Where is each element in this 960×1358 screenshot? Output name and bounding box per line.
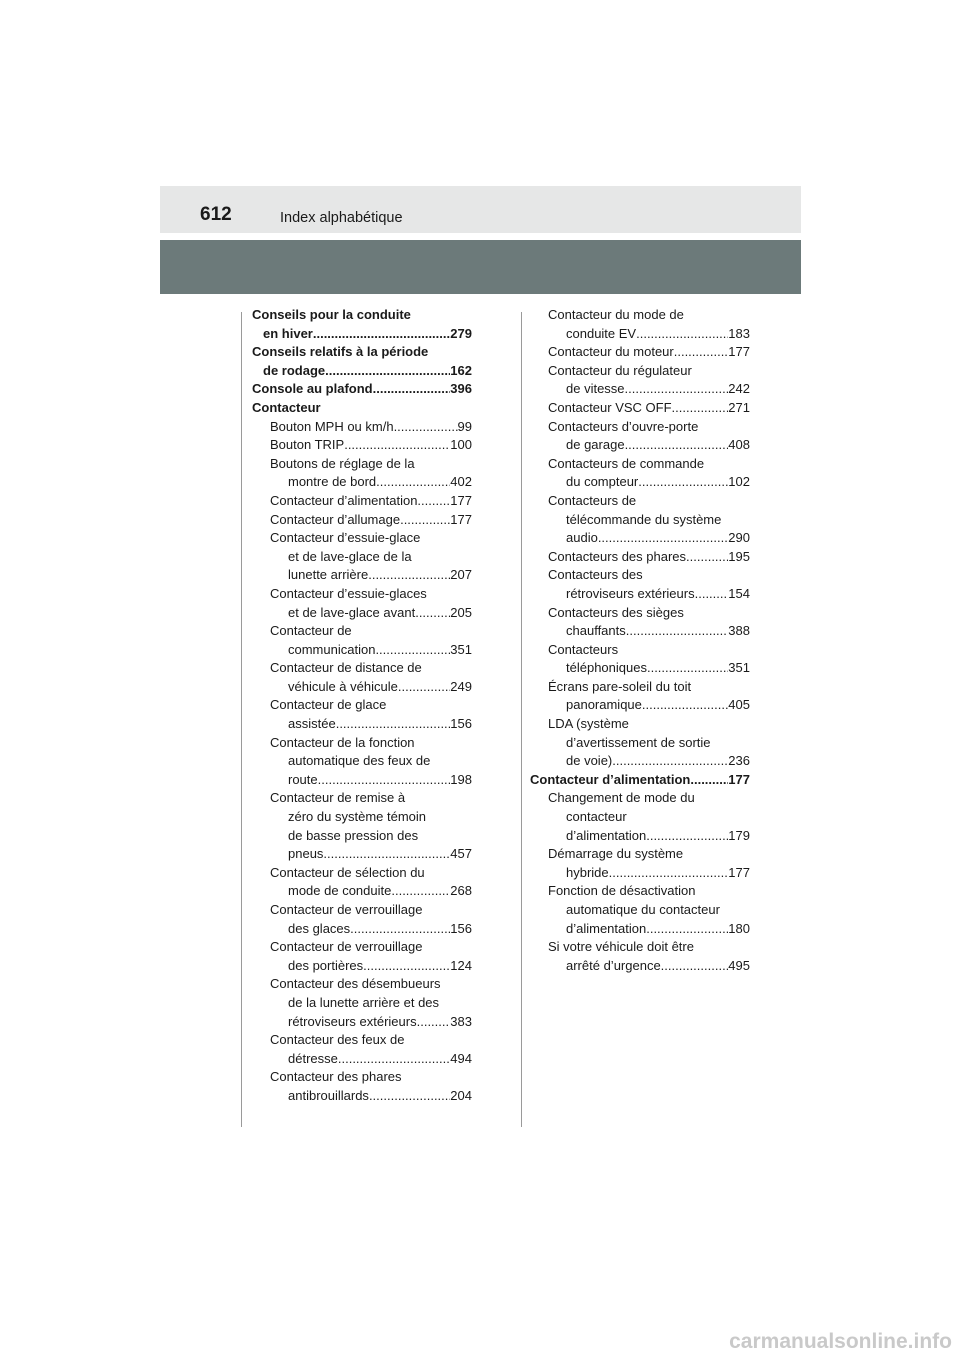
index-entry-label: de garage (566, 437, 625, 453)
index-entry-label: détresse (288, 1050, 338, 1066)
index-entry (252, 827, 472, 846)
index-entry (530, 566, 750, 585)
index-entry (530, 752, 750, 771)
index-entry (252, 473, 472, 492)
index-entry (530, 920, 750, 939)
index-entry-label: rétroviseurs extérieurs (288, 1013, 417, 1029)
dot-leader (642, 696, 728, 715)
index-entry (252, 418, 472, 437)
dot-leader (690, 771, 728, 790)
index-entry-page: 156 (450, 716, 472, 732)
index-entry-page: 242 (728, 381, 750, 397)
index-entry-label: Bouton TRIP (270, 437, 345, 453)
index-entry-label: et de lave-glace avant (288, 604, 416, 620)
index-entry (530, 734, 750, 753)
index-entry-label: audio (566, 530, 598, 546)
index-entry (252, 436, 472, 455)
index-entry-label: Contacteur d’allumage (270, 511, 401, 527)
index-entry-page: 162 (450, 362, 472, 378)
index-entry (530, 343, 750, 362)
index-entry (252, 845, 472, 864)
watermark: carmanualsonline.info (729, 1330, 952, 1353)
dot-leader (368, 566, 450, 585)
dot-leader (626, 622, 729, 641)
index-entry-label: montre de bord (288, 474, 377, 490)
index-entry (252, 882, 472, 901)
index-entry-label: d’alimentation (566, 827, 647, 843)
index-entry-label: Contacteurs de (548, 492, 637, 508)
index-entry (530, 306, 750, 325)
index-entry (252, 548, 472, 567)
index-entry-label: Contacteurs de commande (548, 455, 705, 471)
index-entry-label: route (288, 771, 318, 787)
index-entry (252, 808, 472, 827)
index-entry-label: Changement de mode du (548, 790, 695, 806)
index-entry-page: 102 (728, 474, 750, 490)
index-entry (530, 789, 750, 808)
index-entry-page: 205 (450, 604, 472, 620)
dot-leader (375, 641, 450, 660)
index-entry-label: hybride (566, 864, 609, 880)
index-entry-label: véhicule à véhicule (288, 678, 398, 694)
dot-leader (661, 957, 729, 976)
index-entry-label: antibrouillards (288, 1087, 369, 1103)
dot-leader (391, 882, 450, 901)
index-entry (252, 1050, 472, 1069)
index-entry-label: LDA (système (548, 716, 629, 732)
index-entry-page: 388 (728, 623, 750, 639)
index-entry-page: 195 (728, 548, 750, 564)
index-entry-label: Contacteur d’essuie-glace (270, 530, 421, 546)
index-entry-page: 279 (450, 325, 472, 341)
index-entry (530, 771, 750, 790)
dot-leader (612, 752, 728, 771)
index-entry (530, 864, 750, 883)
index-entry (530, 696, 750, 715)
index-entry (530, 399, 750, 418)
dot-leader (646, 920, 728, 939)
index-entry-label: rétroviseurs extérieurs (566, 585, 695, 601)
index-entry-label: lunette arrière (288, 567, 369, 583)
index-entry-label: de voie) (566, 753, 613, 769)
index-entry-page: 204 (450, 1087, 472, 1103)
index-entry-page: 100 (450, 437, 472, 453)
dot-leader (625, 436, 729, 455)
dot-leader (363, 957, 450, 976)
index-entry-page: 405 (728, 697, 750, 713)
dot-leader (686, 548, 728, 567)
index-entry (530, 715, 750, 734)
index-entry (252, 994, 472, 1013)
index-entry (252, 455, 472, 474)
index-entry (252, 343, 472, 362)
index-entry (252, 566, 472, 585)
index-entry-page: 268 (450, 883, 472, 899)
index-entry-page: 249 (450, 678, 472, 694)
index-entry (252, 511, 472, 530)
header-bar (160, 186, 801, 233)
dot-leader (398, 678, 450, 697)
section-band (160, 240, 801, 294)
index-entry (530, 436, 750, 455)
index-entry-page: 207 (450, 567, 472, 583)
index-entry-label: d’avertissement de sortie (566, 734, 711, 750)
index-entry (530, 604, 750, 623)
index-entry (252, 752, 472, 771)
dot-leader (638, 473, 728, 492)
index-column-left (252, 306, 472, 1106)
index-entry-label: Conseils pour la conduite (252, 307, 411, 322)
index-entry-label: Boutons de réglage de la (270, 455, 415, 471)
index-entry-label: en hiver (263, 325, 313, 341)
index-entry-page: 124 (450, 957, 472, 973)
index-entry-label: Contacteurs d’ouvre-porte (548, 418, 699, 434)
index-entry-page: 351 (728, 660, 750, 676)
dot-leader (415, 604, 450, 623)
index-entry-label: Contacteur des désembueurs (270, 976, 441, 992)
index-entry-page: 180 (728, 920, 750, 936)
index-entry-label: Contacteurs des (548, 567, 643, 583)
index-entry-label: et de lave-glace de la (288, 548, 412, 564)
index-entry-page: 177 (728, 344, 750, 360)
dot-leader (625, 380, 729, 399)
index-entry-label: Console au plafond (252, 381, 373, 397)
index-entry (252, 975, 472, 994)
index-entry (252, 659, 472, 678)
index-entry (252, 529, 472, 548)
index-entry (530, 845, 750, 864)
index-entry (530, 659, 750, 678)
dot-leader (672, 399, 729, 418)
dot-leader (394, 418, 458, 437)
index-entry-page: 177 (728, 864, 750, 880)
index-entry-page: 177 (450, 511, 472, 527)
index-entry-label: Contacteur VSC OFF (548, 399, 672, 415)
index-entry-label: arrêté d’urgence (566, 957, 661, 973)
dot-leader (323, 845, 450, 864)
index-entry-label: Contacteur (252, 399, 321, 415)
index-entry-label: du compteur (566, 474, 639, 490)
index-entry-page: 198 (450, 771, 472, 787)
index-entry-page: 183 (728, 325, 750, 341)
index-entry (530, 641, 750, 660)
index-entry-label: Démarrage du système (548, 846, 684, 862)
dot-leader (313, 325, 450, 344)
index-entry-label: des glaces (288, 920, 351, 936)
index-entry-page: 494 (450, 1050, 472, 1066)
index-entry (252, 325, 472, 344)
index-entry-page: 290 (728, 530, 750, 546)
index-entry-page: 179 (728, 827, 750, 843)
dot-leader (636, 325, 728, 344)
index-entry (252, 1031, 472, 1050)
index-entry-page: 383 (450, 1013, 472, 1029)
index-entry (252, 901, 472, 920)
index-entry-label: Contacteur de sélection du (270, 864, 425, 880)
dot-leader (373, 380, 451, 399)
index-entry-label: de vitesse (566, 381, 625, 397)
index-entry (252, 362, 472, 381)
index-entry-label: télécommande du système (566, 511, 722, 527)
index-entry-page: 99 (457, 418, 472, 434)
index-entry-label: automatique des feux de (288, 753, 431, 769)
index-entry (252, 789, 472, 808)
dot-leader (350, 920, 450, 939)
index-entry-page: 177 (450, 492, 472, 508)
index-entry-label: mode de conduite (288, 883, 392, 899)
index-entry-label: Contacteur de la fonction (270, 734, 415, 750)
index-entry-label: conduite EV (566, 325, 637, 341)
index-entry (530, 325, 750, 344)
index-entry-page: 408 (728, 437, 750, 453)
index-entry-label: Contacteurs des sièges (548, 604, 684, 620)
index-entry-label: Contacteur du moteur (548, 344, 674, 360)
index-entry-label: Contacteur de glace (270, 697, 387, 713)
index-entry-label: Contacteur du mode de (548, 307, 684, 322)
dot-leader (609, 864, 729, 883)
index-entry-label: de la lunette arrière et des (288, 994, 440, 1010)
index-entry-label: Conseils relatifs à la période (252, 344, 429, 360)
index-entry (530, 529, 750, 548)
index-entry (530, 957, 750, 976)
index-entry-label: Écrans pare-soleil du toit (548, 678, 692, 694)
index-entry-label: pneus (288, 846, 324, 862)
index-entry-page: 156 (450, 920, 472, 936)
dot-leader (325, 362, 450, 381)
index-entry (252, 771, 472, 790)
index-entry (530, 548, 750, 567)
index-entry (530, 938, 750, 957)
dot-leader (376, 473, 450, 492)
index-entry (252, 920, 472, 939)
index-entry-label: Contacteur de (270, 623, 352, 639)
index-entry (530, 808, 750, 827)
index-entry (252, 1068, 472, 1087)
page-number: 612 (200, 204, 232, 225)
index-column-right (530, 306, 750, 975)
index-entry (530, 622, 750, 641)
index-entry (252, 641, 472, 660)
index-entry-page: 236 (728, 753, 750, 769)
index-entry-label: Contacteur d’essuie-glaces (270, 585, 427, 601)
index-entry (252, 492, 472, 511)
index-entry (530, 585, 750, 604)
column-rule-left (241, 312, 242, 1127)
index-entry-page: 396 (450, 381, 472, 397)
index-entry-label: Contacteur de verrouillage (270, 939, 423, 955)
index-entry (530, 901, 750, 920)
dot-leader (646, 827, 728, 846)
index-entry-page: 271 (728, 399, 750, 415)
index-entry-label: assistée (288, 716, 336, 732)
index-entry-label: Contacteurs (548, 641, 619, 657)
dot-leader (369, 1087, 450, 1106)
index-entry-label: Contacteur des feux de (270, 1032, 405, 1048)
index-entry (252, 585, 472, 604)
index-entry-page: 154 (728, 585, 750, 601)
index-entry (530, 473, 750, 492)
dot-leader (336, 715, 451, 734)
index-entry (252, 1013, 472, 1032)
index-entry-label: chauffants (566, 623, 626, 639)
dot-leader (344, 436, 450, 455)
index-entry-page: 177 (728, 771, 750, 787)
index-entry (530, 678, 750, 697)
index-entry (252, 696, 472, 715)
index-entry-label: automatique du contacteur (566, 902, 720, 917)
index-entry (252, 938, 472, 957)
index-entry-label: Contacteurs des phares (548, 548, 687, 564)
dot-leader (400, 511, 450, 530)
index-entry-label: communication (288, 641, 376, 657)
index-entry-label: Contacteur de remise à (270, 790, 406, 806)
index-entry-label: de basse pression des (288, 827, 419, 843)
index-entry-label: Si votre véhicule doit être (548, 939, 694, 955)
column-rule-middle (521, 312, 522, 1127)
index-entry (530, 511, 750, 530)
dot-leader (674, 343, 729, 362)
index-entry (530, 362, 750, 381)
index-entry-label: des portières (288, 957, 364, 973)
index-entry-page: 457 (450, 846, 472, 862)
index-entry-label: de rodage (263, 362, 326, 378)
index-entry (530, 492, 750, 511)
index-entry (252, 306, 472, 325)
index-entry (530, 882, 750, 901)
index-entry (530, 455, 750, 474)
dot-leader (598, 529, 728, 548)
index-entry-label: Contacteur du régulateur (548, 362, 692, 378)
index-entry-label: Fonction de désactivation (548, 883, 696, 899)
index-entry (530, 418, 750, 437)
index-entry-label: Contacteur des phares (270, 1069, 402, 1085)
dot-leader (417, 492, 450, 511)
index-entry (252, 678, 472, 697)
dot-leader (417, 1013, 451, 1032)
index-entry-label: Contacteur de verrouillage (270, 902, 423, 917)
index-entry-label: Contacteur d’alimentation (530, 771, 691, 787)
index-entry (252, 864, 472, 883)
dot-leader (695, 585, 729, 604)
index-entry-label: panoramique (566, 697, 642, 713)
index-entry (530, 827, 750, 846)
index-entry (252, 1087, 472, 1106)
index-entry-label: contacteur (566, 809, 627, 825)
index-entry-label: Bouton MPH ou km/h (270, 418, 394, 434)
index-entry (252, 715, 472, 734)
index-entry (252, 734, 472, 753)
dot-leader (647, 659, 728, 678)
index-entry-label: Contacteur d’alimentation (270, 492, 418, 508)
index-entry-page: 402 (450, 474, 472, 490)
dot-leader (318, 771, 451, 790)
index-entry-label: d’alimentation (566, 920, 647, 936)
index-entry (252, 399, 472, 418)
index-entry (252, 604, 472, 623)
index-entry-page: 495 (728, 957, 750, 973)
page-title: Index alphabétique (280, 210, 403, 226)
index-entry (252, 622, 472, 641)
index-entry (530, 380, 750, 399)
index-entry (252, 957, 472, 976)
index-entry-label: Contacteur de distance de (270, 660, 422, 676)
index-entry-label: téléphoniques (566, 660, 647, 676)
index-entry (252, 380, 472, 399)
index-entry-label: zéro du système témoin (288, 809, 427, 825)
dot-leader (338, 1050, 450, 1069)
index-entry-page: 351 (450, 641, 472, 657)
